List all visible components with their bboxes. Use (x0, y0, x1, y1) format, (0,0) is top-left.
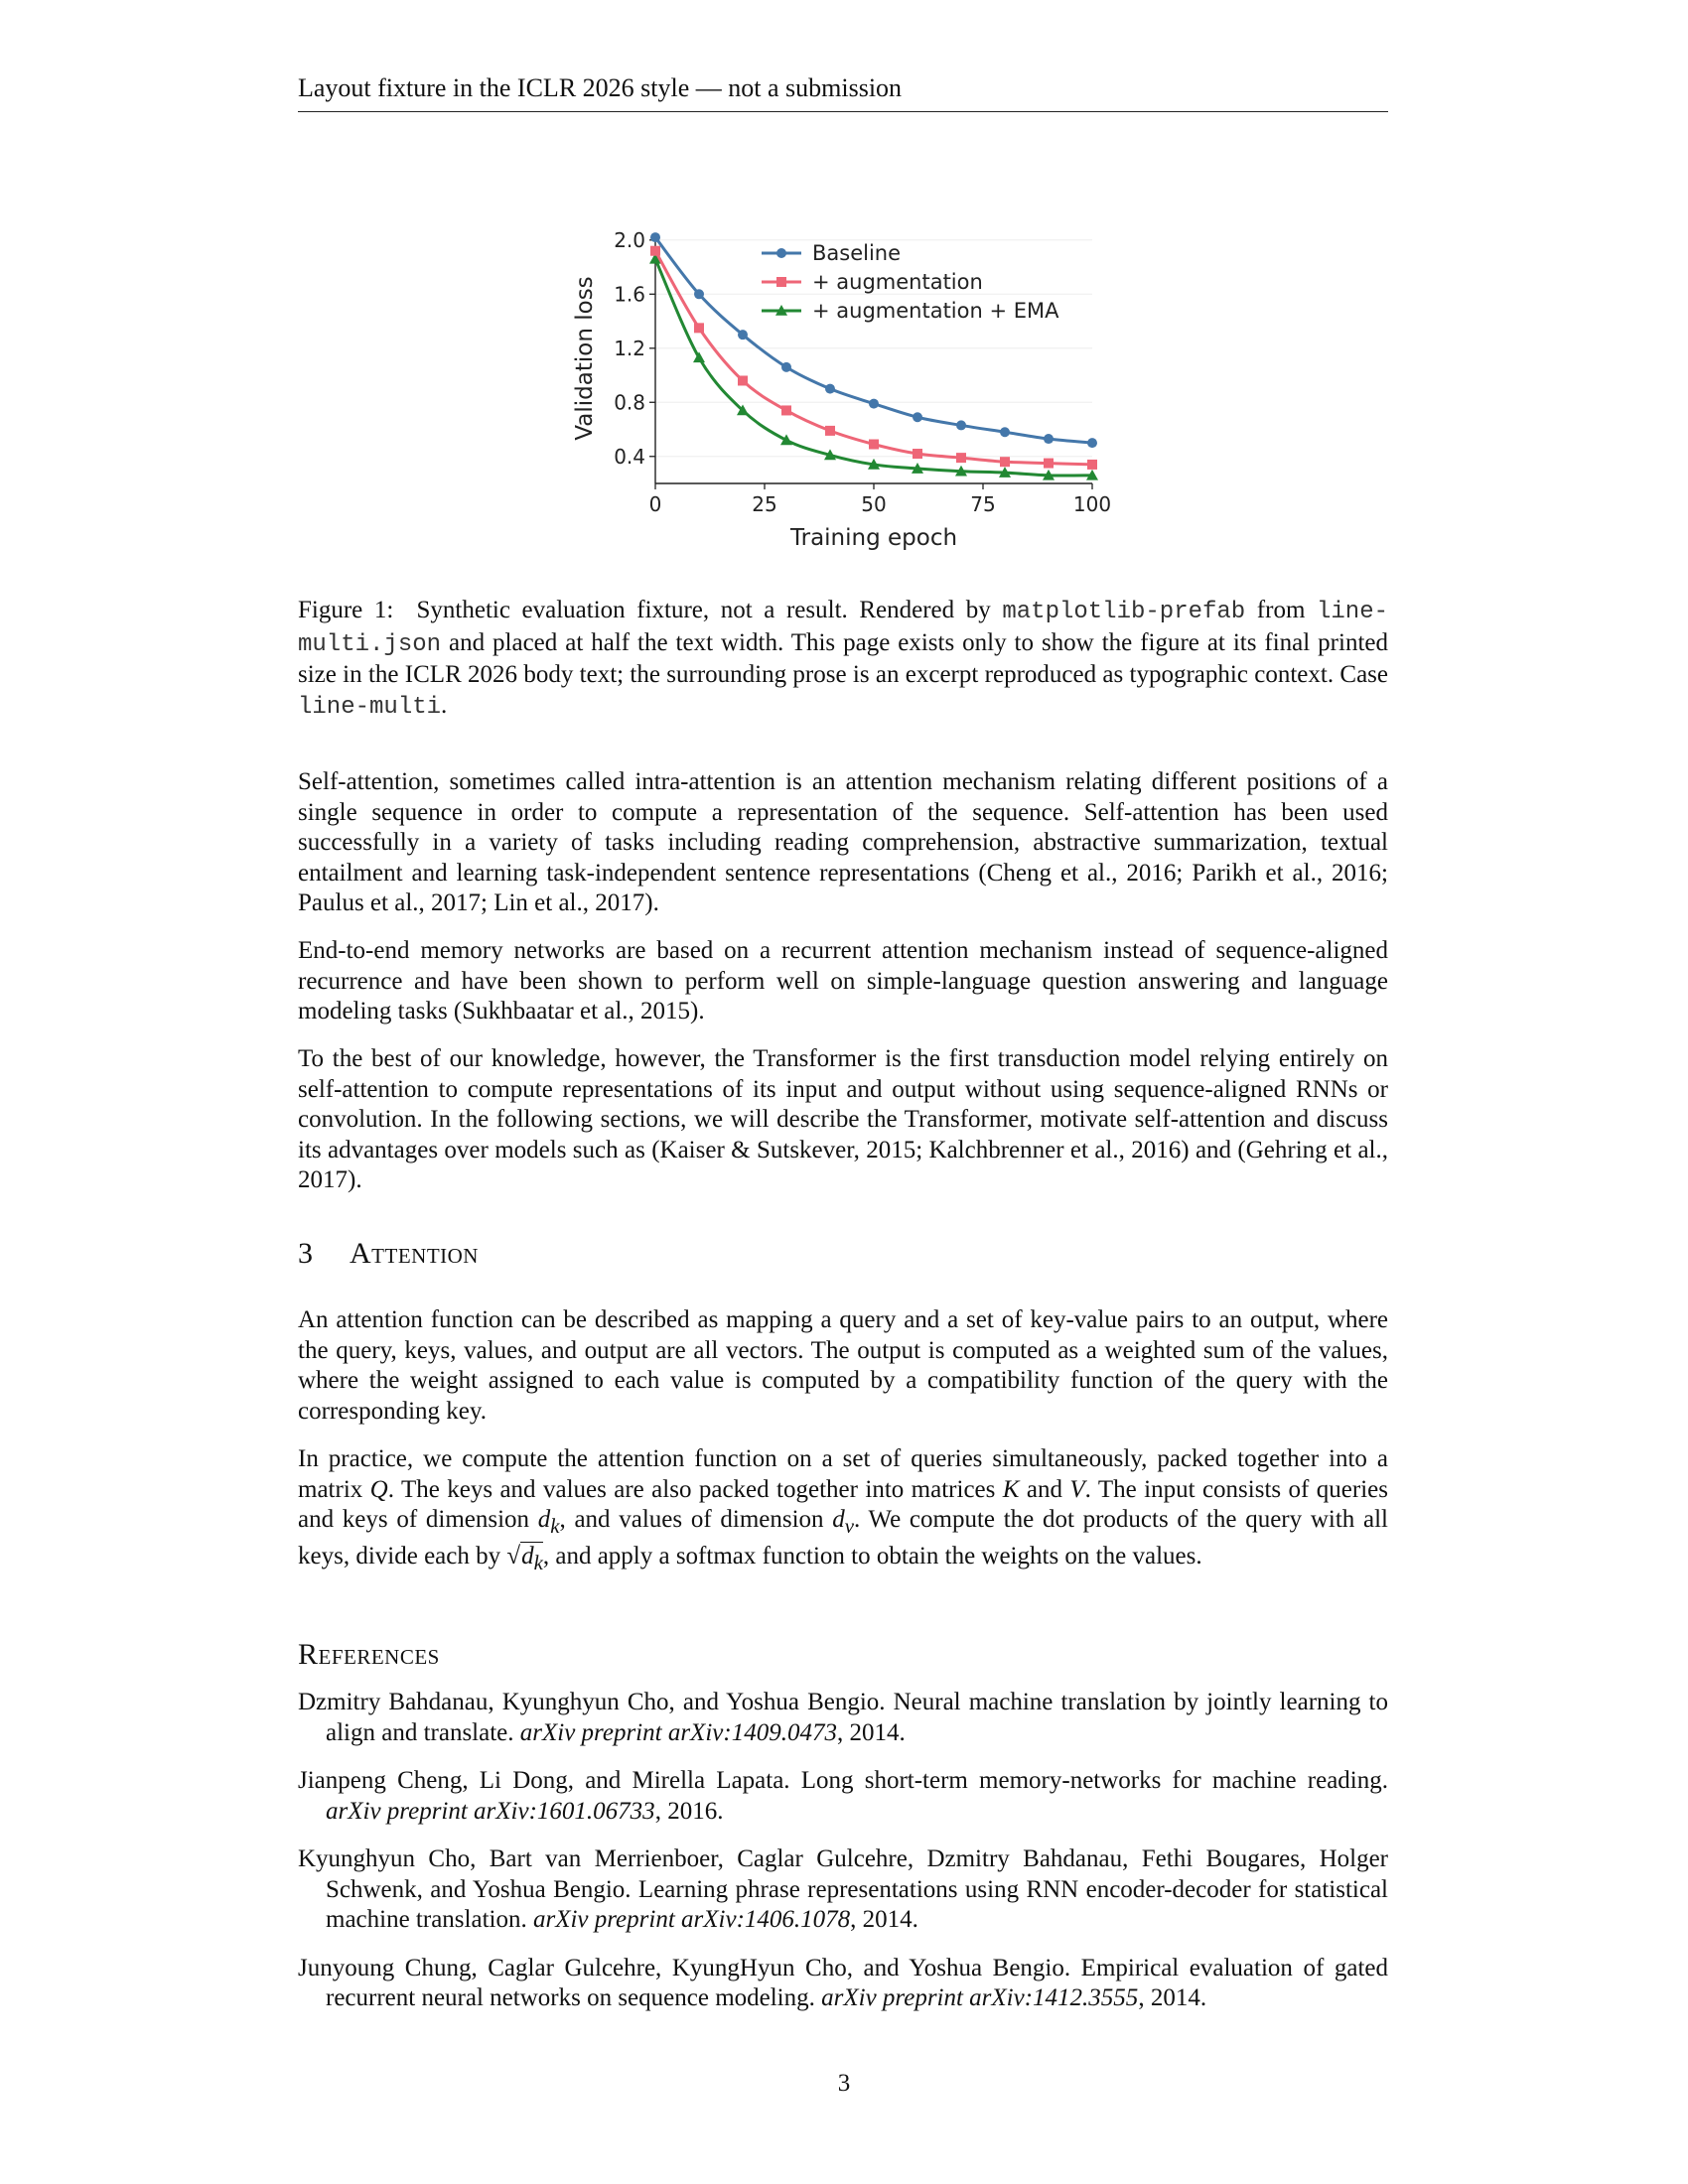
reference-year: , 2016. (654, 1797, 724, 1825)
x-tick-label: 50 (861, 492, 887, 516)
body-paragraph-4: An attention function can be described as mapping a query and a set of key-value pairs to an output, where the query, keys, values, and output are all vectors. The output is computed as a weighted sum of the values, where the weight assigned to each value is computed by a compatibility function of the query with the corresponding key. (298, 1306, 1388, 1425)
data-point (1000, 427, 1010, 437)
math-sub-v: v (844, 1514, 854, 1538)
legend-label: + augmentation (812, 270, 983, 294)
math-sqrt-d: d (521, 1542, 534, 1570)
data-point (776, 248, 786, 258)
x-tick-label: 75 (970, 492, 996, 516)
data-point (869, 399, 879, 409)
y-tick-label: 0.4 (614, 444, 645, 469)
legend-label: Baseline (812, 241, 902, 265)
data-point (1044, 459, 1054, 469)
data-point (738, 375, 748, 385)
caption-code-case: line-multi (298, 693, 442, 721)
running-header: Layout fixture in the ICLR 2026 style — not a submission (298, 71, 1388, 112)
data-point (825, 384, 835, 394)
y-axis-label: Validation loss (572, 276, 598, 441)
figure-caption (298, 596, 1388, 723)
data-point (1087, 438, 1097, 448)
p5-text-6: . We compute the dot products of the query with all keys, divide each by (298, 1506, 1388, 1570)
reference-venue: arXiv preprint arXiv:1412.3555 (821, 1984, 1139, 2011)
body-paragraph-2: End-to-end memory networks are based on a recurrent attention mechanism instead of sequence-aligned recurrence and have been shown to perform well on simple-language question answering and language modeling tasks (Sukhbaatar et al., 2015). (298, 937, 1388, 1024)
data-point (825, 426, 835, 436)
reference-year: , 2014. (1138, 1984, 1207, 2011)
math-sqrt-sub-k: k (533, 1550, 543, 1574)
reference-item (298, 1766, 1388, 1827)
reference-item (298, 1844, 1388, 1936)
math-sub-k: k (550, 1514, 560, 1538)
caption-text-2: from (1245, 597, 1317, 623)
p5-text-4: . The input consists of queries and keys of dimension (298, 1475, 1388, 1533)
data-point (738, 330, 748, 340)
body-paragraph-3: To the best of our knowledge, however, the Transformer is the first transduction model relying entirely on self-attention to compute representations of its input and output without using sequence-aligned RNNs or convolution. In the following sections, we will describe the Transformer, motivate self-attention and discuss its advantages over models such as (Kaiser & Sutskever, 2015; Kalchbrenner et al., 2016) and (Gehring et al., 2017). (298, 1045, 1388, 1193)
y-tick-label: 0.8 (614, 390, 645, 415)
y-tick-label: 1.2 (614, 336, 645, 360)
caption-text-4: . (441, 691, 448, 719)
legend (762, 241, 1059, 323)
section-heading (298, 1237, 479, 1271)
data-point (1044, 434, 1054, 444)
section-title: Attention (350, 1237, 479, 1270)
data-point (913, 449, 922, 459)
data-point (781, 405, 791, 415)
x-tick-label: 25 (752, 492, 777, 516)
x-tick-label: 0 (648, 492, 662, 516)
p5-text-1: In practice, we compute the attention function on a set of queries simultaneously, packed together into a matrix (298, 1445, 1388, 1503)
caption-code-tool: matplotlib-prefab (1002, 599, 1246, 625)
sqrt-radicand (520, 1542, 543, 1574)
references-list (298, 1688, 1388, 2032)
data-point (781, 362, 791, 372)
reference-item (298, 1954, 1388, 2014)
math-d: d (537, 1506, 551, 1533)
caption-code-file: line-multi.json (298, 599, 1389, 658)
legend-label: + augmentation + EMA (812, 299, 1059, 323)
data-point (650, 232, 660, 242)
reference-year: , 2014. (850, 1906, 918, 1933)
reference-item (298, 1688, 1388, 1748)
reference-venue: arXiv preprint arXiv:1601.06733 (326, 1797, 655, 1825)
data-point (693, 351, 705, 362)
caption-text-1: Synthetic evaluation fixture, not a result. Rendered by (416, 597, 1003, 623)
section-number: 3 (298, 1237, 313, 1270)
data-point (956, 453, 966, 463)
math-K: K (1002, 1475, 1020, 1503)
p5-text-5: , and values of dimension (559, 1506, 833, 1533)
reference-venue: arXiv preprint arXiv:1409.0473 (519, 1718, 837, 1746)
data-point (869, 439, 879, 449)
math-V: V (1069, 1475, 1085, 1503)
y-tick-label: 1.6 (614, 282, 645, 307)
reference-text: Jianpeng Cheng, Li Dong, and Mirella Lapata. Long short-term memory-networks for machine reading. (298, 1767, 1388, 1794)
reference-text: Dzmitry Bahdanau, Kyunghyun Cho, and Yoshua Bengio. Neural machine translation by jointly learning to align and translate. (298, 1689, 1388, 1746)
sqrt-sign: √ (506, 1542, 521, 1570)
caption-prefix: Figure 1: (298, 597, 394, 623)
body-paragraph-1: Self-attention, sometimes called intra-attention is an attention mechanism relating different positions of a single sequence in order to compute a representation of the sequence. Self-attention has been used successfully in a variety of tasks including reading comprehension, abstractive summarization, textual entailment and learning task-independent sentence representations (Cheng et al., 2016; Parikh et al., 2016; Paulus et al., 2017; Lin et al., 2017). (298, 768, 1388, 916)
caption-text-3: and placed at half the text width. This page exists only to show the figure at its final printed size in the ICLR 2026 body text; the surrounding prose is an excerpt reproduced as typographic context. Case (298, 628, 1388, 688)
figure-1 (556, 223, 1132, 581)
line-chart (556, 223, 1132, 581)
reference-text: Junyoung Chung, Caglar Gulcehre, KyungHyun Cho, and Yoshua Bengio. Empirical evaluation of gated recurrent neural networks on sequence modeling. (298, 1954, 1388, 2011)
data-point (956, 420, 966, 430)
reference-text: Kyunghyun Cho, Bart van Merrienboer, Caglar Gulcehre, Dzmitry Bahdanau, Fethi Bougares, Holger Schwenk, and Yoshua Bengio. Learning phrase representations using RNN encoder-decoder for statistical machine translation. (298, 1845, 1388, 1933)
math-d-v: d (832, 1506, 845, 1533)
series-line (655, 237, 1092, 443)
data-point (913, 412, 922, 422)
x-axis-label: Training epoch (789, 525, 958, 551)
page-number: 3 (837, 2070, 851, 2097)
body-paragraph-5 (298, 1444, 1388, 1577)
data-point (694, 323, 704, 333)
p5-text-2: . The keys and values are also packed together into matrices (387, 1475, 1003, 1503)
data-point (694, 289, 704, 299)
p5-text-3: and (1019, 1475, 1070, 1503)
references-heading: References (298, 1638, 440, 1671)
data-point (1087, 460, 1097, 470)
p5-text-7: , and apply a softmax function to obtain the weights on the values. (542, 1542, 1202, 1570)
x-tick-label: 100 (1072, 492, 1112, 516)
reference-year: , 2014. (836, 1718, 906, 1746)
math-Q: Q (369, 1475, 388, 1503)
y-tick-label: 2.0 (614, 227, 645, 252)
data-point (776, 277, 786, 287)
reference-venue: arXiv preprint arXiv:1406.1078 (532, 1906, 851, 1933)
data-point (650, 246, 660, 256)
data-point (1000, 457, 1010, 467)
